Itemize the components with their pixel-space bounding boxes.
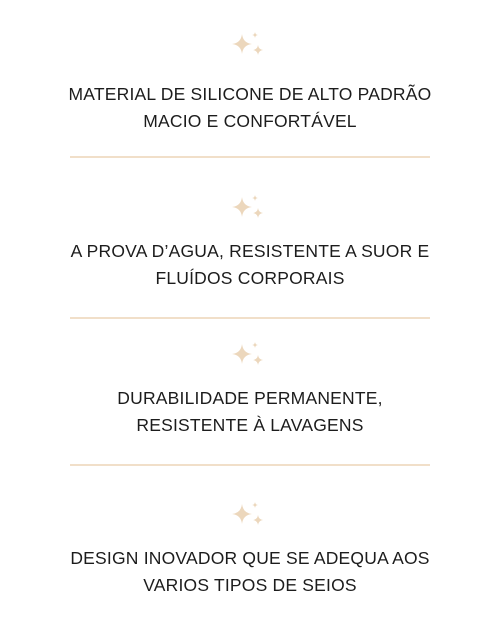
feature-line: VARIOS TIPOS DE SEIOS [143,575,357,595]
feature-line: RESISTENTE À LAVAGENS [136,415,364,435]
divider [70,317,430,319]
feature-line: MACIO E CONFORTÁVEL [143,111,357,131]
sparkle-icon [228,500,268,528]
divider [70,156,430,158]
divider [70,464,430,466]
sparkle-icon [228,340,268,368]
sparkle-icon [228,193,268,221]
feature-text-waterproof [20,238,480,292]
feature-line: A PROVA D’AGUA, RESISTENTE A SUOR E [70,241,430,261]
feature-line: DESIGN INOVADOR QUE SE ADEQUA AOS [70,548,430,568]
feature-line: FLUÍDOS CORPORAIS [155,268,345,288]
feature-line: MATERIAL DE SILICONE DE ALTO PADRÃO [68,84,432,104]
feature-text-durability [20,385,480,439]
feature-text-silicone [20,81,480,135]
feature-text-design [20,545,480,599]
sparkle-icon [228,30,268,58]
feature-line: DURABILIDADE PERMANENTE, [117,388,383,408]
